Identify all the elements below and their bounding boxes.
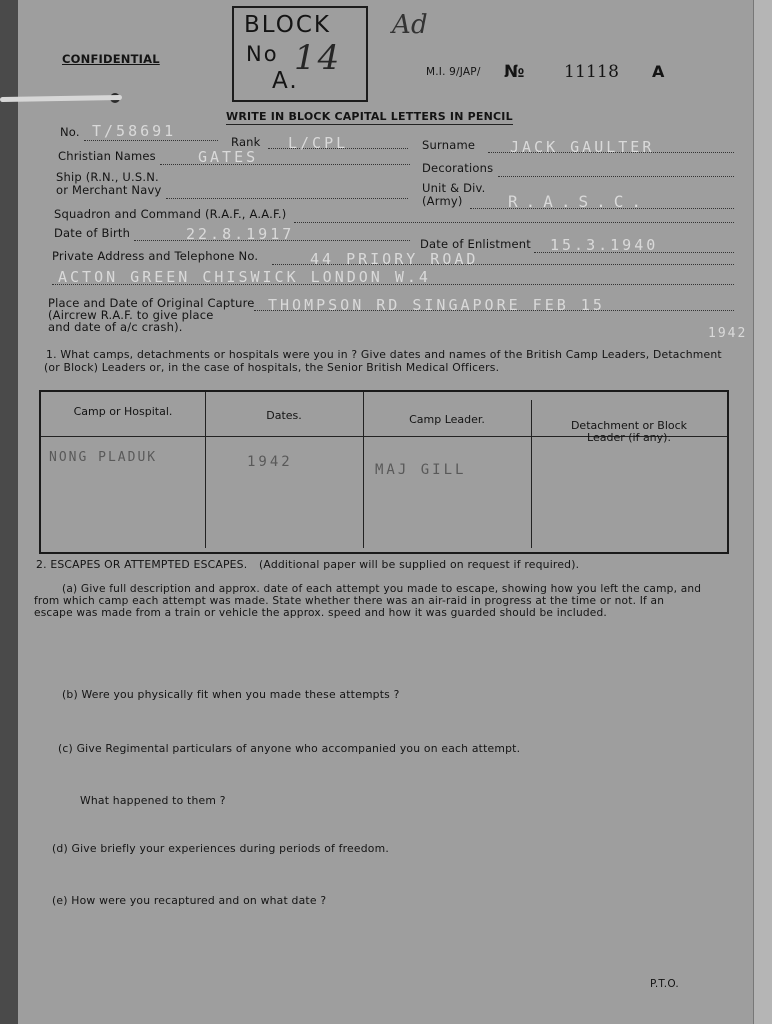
camps-table	[39, 390, 729, 554]
question-1-text: 1. What camps, detachments or hospitals were you in ? Give dates and names of the British Camp Leaders, Detachment	[46, 348, 722, 361]
unit-label: Unit & Div.	[422, 181, 486, 195]
capture-label: Place and Date of Original Capture	[48, 296, 255, 310]
rank-value: L/CPL	[288, 134, 349, 152]
question-2-title: 2. ESCAPES OR ATTEMPTED ESCAPES.	[36, 558, 248, 571]
unit-label-2: (Army)	[422, 194, 463, 208]
background-left	[0, 0, 18, 1024]
enlistment-label: Date of Enlistment	[420, 237, 532, 251]
dob-value: 22.8.1917	[186, 225, 295, 243]
row-camp: NONG PLADUK	[49, 450, 158, 465]
question-2a-3: escape was made from a train or vehicle the approx. speed and how it was guarded should be included.	[34, 607, 607, 619]
question-2c: (c) Give Regimental particulars of anyone who accompanied you on each attempt.	[58, 742, 521, 755]
rank-label: Rank	[231, 135, 261, 149]
column-camp: Camp or Hospital.	[73, 405, 173, 418]
ship-label-2: or Merchant Navy	[56, 183, 162, 197]
christian-names-label: Christian Names	[58, 149, 156, 163]
capture-value: THOMPSON RD SINGAPORE FEB 15	[268, 296, 605, 314]
christian-names-value: GATES	[198, 148, 259, 166]
document-page	[18, 0, 753, 1024]
ship-label: Ship (R.N., U.S.N.	[56, 170, 159, 184]
question-2c-followup: What happened to them ?	[80, 794, 226, 807]
address-value-2: ACTON GREEN CHISWICK LONDON W.4	[58, 268, 431, 286]
confidential-label: CONFIDENTIAL	[62, 52, 160, 66]
question-2-heading	[36, 558, 579, 571]
form-suffix: A	[652, 62, 665, 81]
dob-label: Date of Birth	[54, 226, 131, 240]
column-detachment: Detachment or Block	[570, 419, 688, 432]
capture-label-3: and date of a/c crash).	[48, 320, 183, 334]
stamp-handwritten-number: 14	[294, 38, 342, 78]
ref-code: M.I. 9/JAP/	[426, 66, 481, 78]
block-stamp	[232, 6, 368, 102]
surname-value: JACK GAULTER	[510, 138, 655, 156]
surname-label: Surname	[422, 138, 476, 152]
question-2e: (e) How were you recaptured and on what date ?	[52, 894, 327, 907]
question-2a-1: (a) Give full description and approx. date of each attempt you made to escape, showing how you left the camp, and	[62, 583, 702, 595]
capture-year: 1942	[708, 326, 748, 341]
column-detachment-2: Leader (if any).	[587, 431, 671, 444]
question-2b: (b) Were you physically fit when you made these attempts ?	[62, 688, 400, 701]
no-value: T/58691	[92, 122, 177, 140]
address-label: Private Address and Telephone No.	[52, 249, 259, 263]
capture-label-2: (Aircrew R.A.F. to give place	[48, 308, 214, 322]
instruction-heading: WRITE IN BLOCK CAPITAL LETTERS IN PENCIL	[226, 110, 513, 123]
column-camp-leader: Camp Leader.	[409, 413, 485, 426]
address-value-1: 44 PRIORY ROAD	[310, 250, 479, 268]
handwritten-initials: Ad	[392, 10, 428, 40]
unit-value: R.A.S.C.	[508, 192, 650, 211]
pto-label: P.T.O.	[650, 978, 679, 990]
form-number: 11118	[564, 62, 620, 82]
stamp-block: BLOCK	[244, 12, 332, 38]
column-dates: Dates.	[266, 409, 302, 422]
page-edge	[753, 0, 772, 1024]
question-1-text-2: (or Block) Leaders or, in the case of hospitals, the Senior British Medical Officers.	[44, 361, 500, 374]
question-2a-2: from which camp each attempt was made. State whether there was an air-raid in progress at the time or not. If an	[34, 595, 665, 607]
number-label: №	[504, 62, 525, 82]
squadron-label: Squadron and Command (R.A.F., A.A.F.)	[54, 207, 287, 221]
question-2-note: (Additional paper will be supplied on request if required).	[259, 558, 580, 571]
row-leader: MAJ GILL	[375, 462, 467, 478]
stamp-a: A.	[272, 68, 299, 94]
enlistment-value: 15.3.1940	[550, 236, 659, 254]
question-2d: (d) Give briefly your experiences during periods of freedom.	[52, 842, 389, 855]
row-dates: 1942	[247, 454, 293, 470]
no-label: No.	[60, 125, 80, 139]
decorations-label: Decorations	[422, 161, 494, 175]
stamp-no: No	[246, 42, 279, 66]
